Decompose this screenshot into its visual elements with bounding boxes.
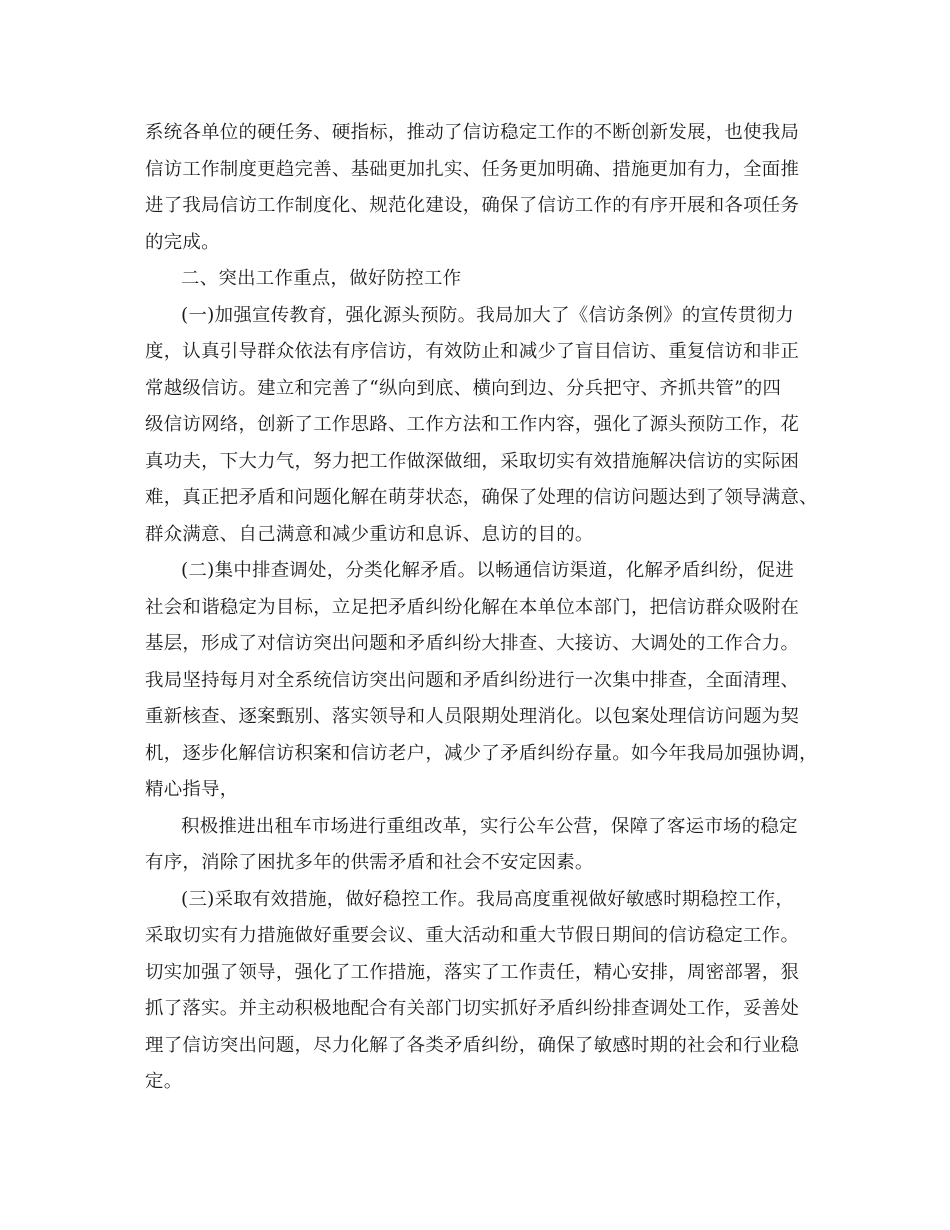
text-line: 常越级信访。建立和完善了“纵向到底、横向到边、分兵把守、齐抓共管”的四 xyxy=(145,377,782,399)
text-line: 社会和谐稳定为目标，立足把矛盾纠纷化解在本单位本部门，把信访群众吸附在 xyxy=(145,596,800,618)
paragraph-intro xyxy=(145,115,809,261)
text-line: 度，认真引导群众依法有序信访，有效防止和减少了盲目信访、重复信访和非正 xyxy=(145,341,800,362)
text-line: 真功夫，下大力气，努力把工作做深做细，采取切实有效措施解决信访的实际困 xyxy=(145,450,800,472)
text-line: 精心指导， xyxy=(145,779,239,800)
text-line: 信访工作制度更趋完善、基础更加扎实、任务更加明确、措施更加有力，全面推 xyxy=(145,158,800,180)
text-line: 理了信访突出问题，尽力化解了各类矛盾纠纷，确保了敏感时期的社会和行业稳 xyxy=(145,1034,800,1056)
text-line: 机，逐步化解信访积案和信访老户，减少了矛盾纠纷存量。如今年我局加强协调， xyxy=(145,742,818,764)
text-line: (三)采取有效措施，做好稳控工作。我局高度重视做好敏感时期稳控工作， xyxy=(181,888,795,910)
text-line: 切实加强了领导，强化了工作措施，落实了工作责任，精心安排，周密部署，狠 xyxy=(145,961,800,983)
text-line: 的完成。 xyxy=(145,231,220,253)
text-line: (二)集中排查调处，分类化解矛盾。以畅通信访渠道，化解矛盾纠纷，促进 xyxy=(181,560,795,581)
text-line: 我局坚持每月对全系统信访突出问题和矛盾纠纷进行一次集中排查，全面清理、 xyxy=(145,669,800,691)
paragraph-publicity-education xyxy=(145,298,818,554)
text-line: 抓了落实。并主动积极地配合有关部门切实抓好矛盾纠纷排查调处工作，妥善处 xyxy=(145,998,800,1019)
paragraph-investigation-mediation xyxy=(145,553,818,809)
paragraph-taxi-reform xyxy=(145,809,809,882)
text-line: 积极推进出租车市场进行重组改革，实行公车公营，保障了客运市场的稳定 xyxy=(181,815,798,837)
text-line: (一)加强宣传教育，强化源头预防。我局加大了《信访条例》的宣传贯彻力 xyxy=(181,304,795,326)
text-line: 级信访网络，创新了工作思路、工作方法和工作内容，强化了源头预防工作，花 xyxy=(145,414,800,435)
paragraph-stability-control xyxy=(145,882,809,1101)
text-line: 基层，形成了对信访突出问题和矛盾纠纷大排查、大接访、大调处的工作合力。 xyxy=(145,633,800,654)
text-line: 重新核查、逐案甄别、落实领导和人员限期处理消化。以包案处理信访问题为契 xyxy=(145,706,800,727)
text-line: 难，真正把矛盾和问题化解在萌芽状态，确保了处理的信访问题达到了领导满意、 xyxy=(145,487,818,508)
text-line: 进了我局信访工作制度化、规范化建设，确保了信访工作的有序开展和各项任务 xyxy=(145,195,800,216)
text-line: 有序，消除了困扰多年的供需矛盾和社会不安定因素。 xyxy=(145,852,594,873)
section-heading xyxy=(145,261,809,298)
heading-line: 二、突出工作重点，做好防控工作 xyxy=(181,268,462,289)
text-line: 系统各单位的硬任务、硬指标，推动了信访稳定工作的不断创新发展，也使我局 xyxy=(145,122,800,143)
document-body xyxy=(145,115,818,1101)
text-line: 采取切实有力措施做好重要会议、重大活动和重大节假日期间的信访稳定工作。 xyxy=(145,925,800,946)
text-line: 群众满意、自己满意和减少重访和息诉、息访的目的。 xyxy=(145,523,594,545)
text-line: 定。 xyxy=(145,1071,183,1092)
